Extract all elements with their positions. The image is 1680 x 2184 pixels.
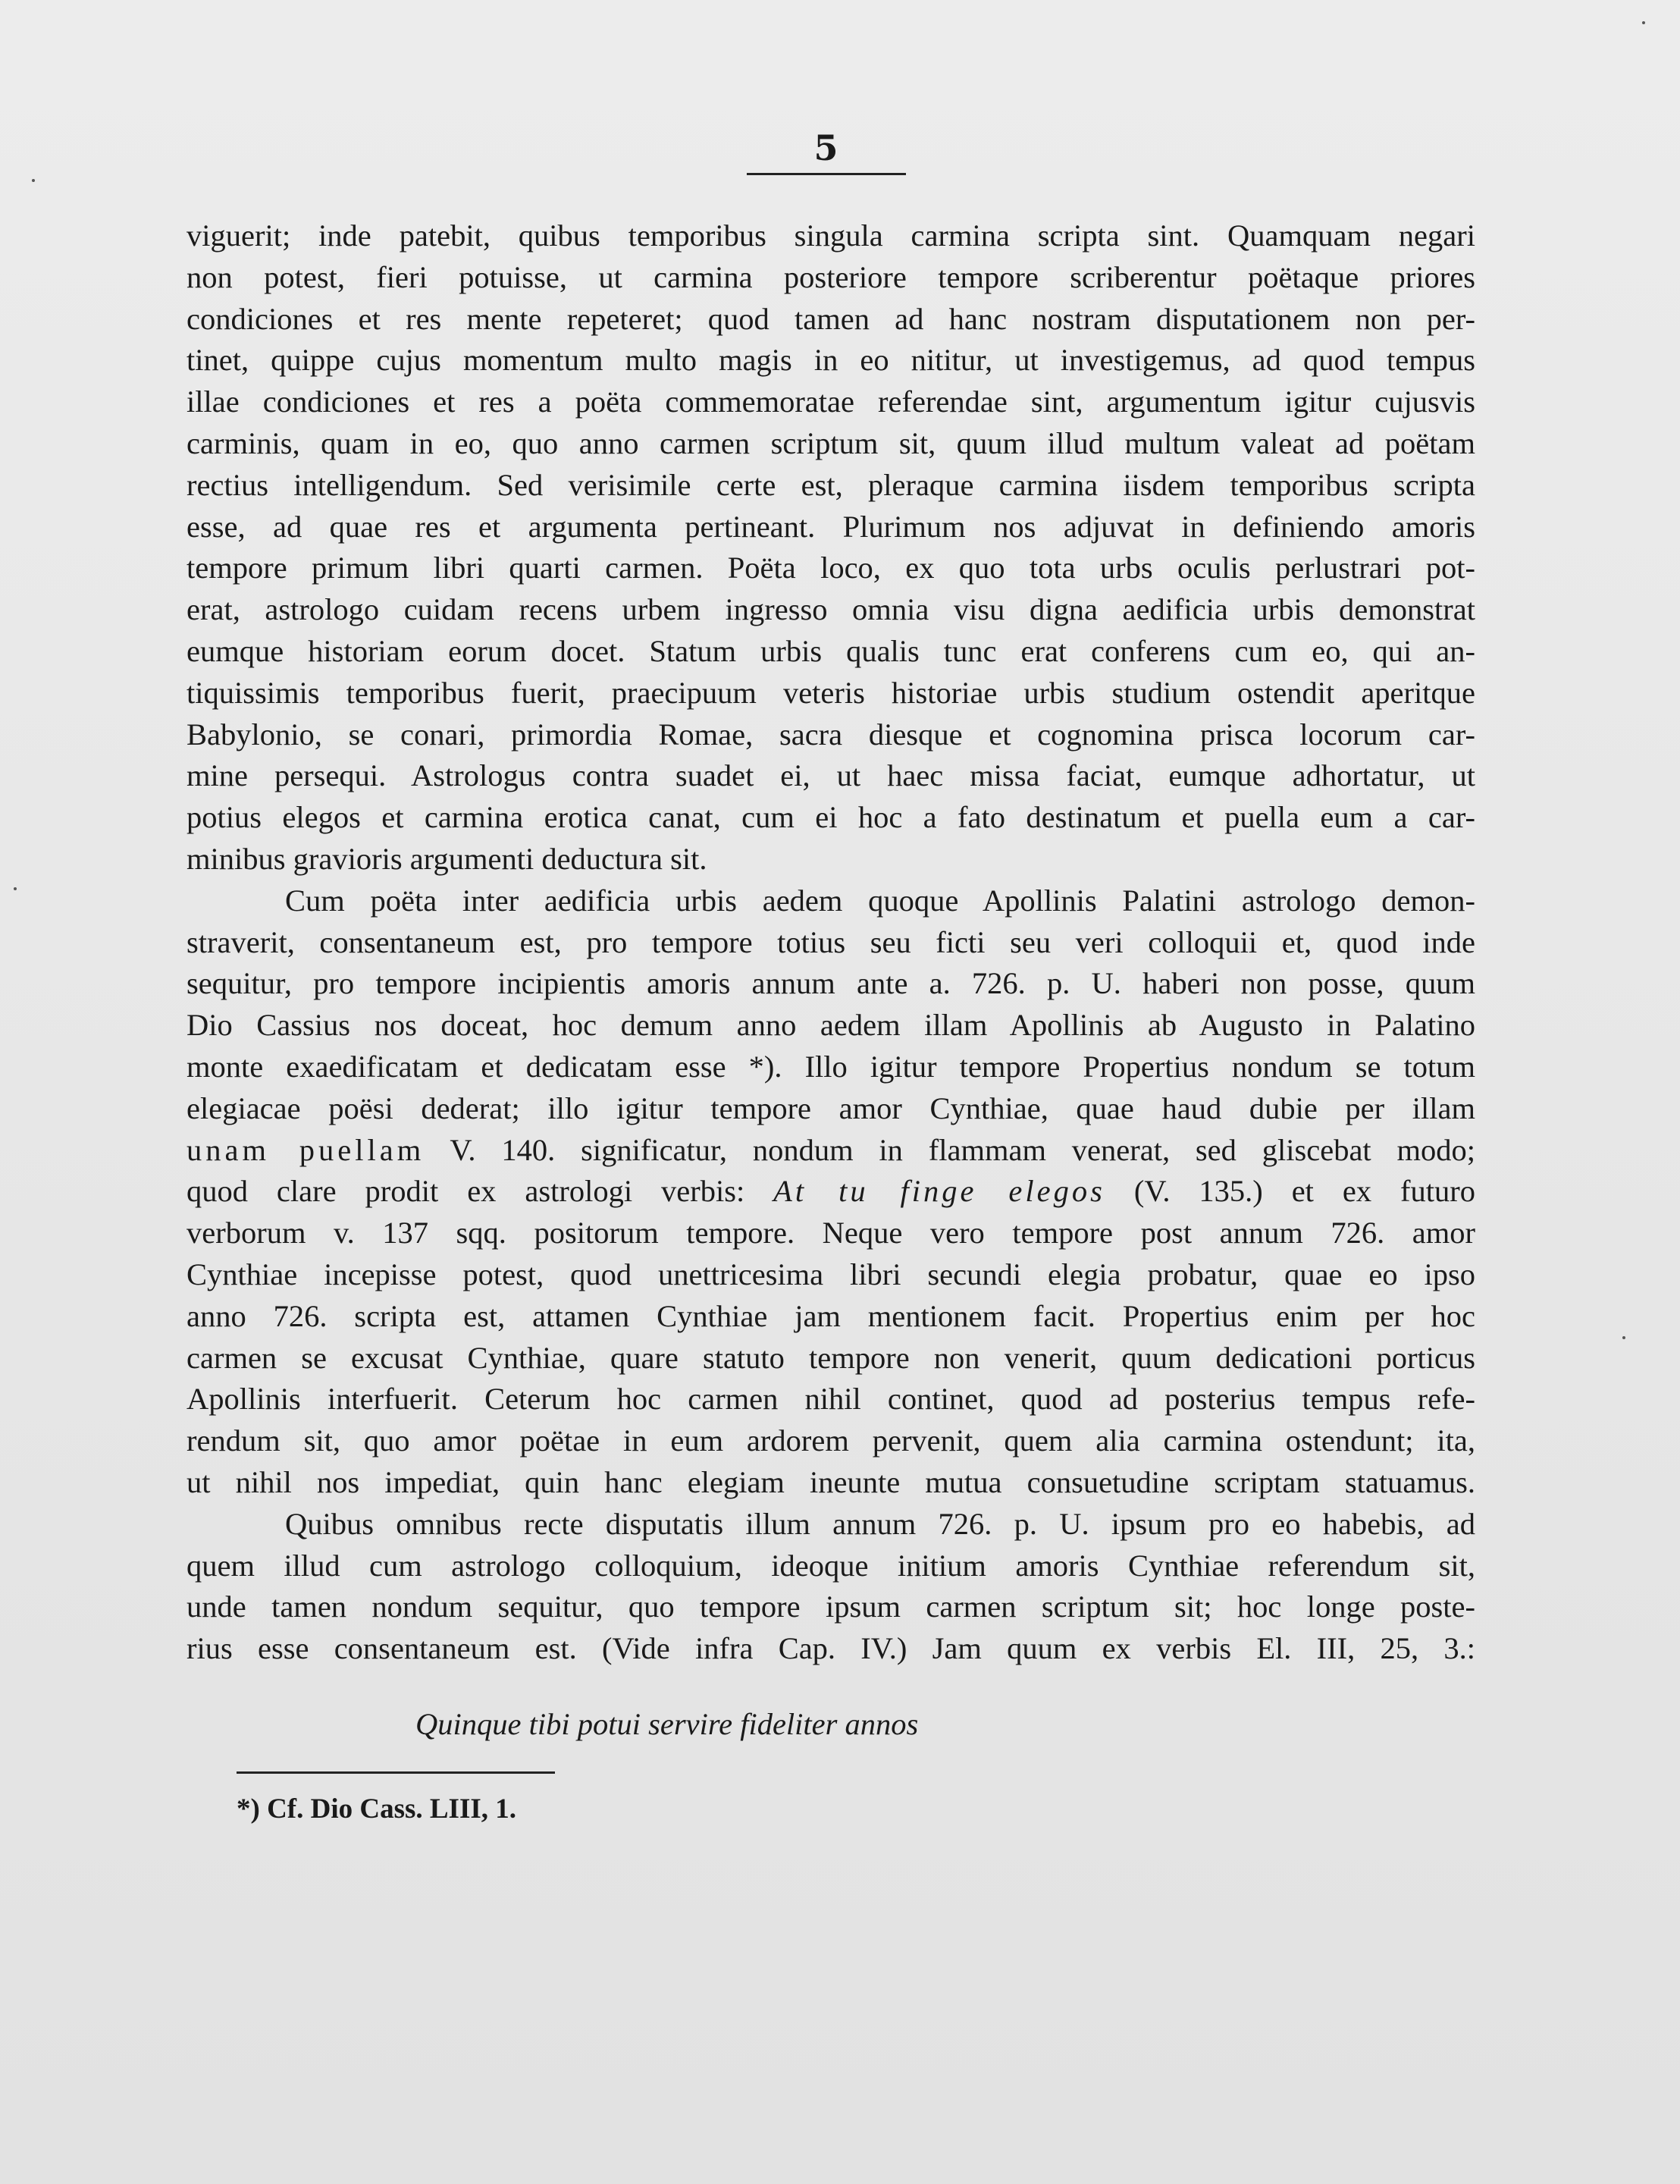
text-line: potius elegos et carmina erotica canat, cum ei hoc a fato destinatum et puella eum a car-	[186, 800, 1475, 835]
text-line: illae condiciones et res a poëta commemoratae referendae sint, argumentum igitur cujusvis	[186, 384, 1475, 419]
text-line: Dio Cassius nos doceat, hoc demum anno aedem illam Apollinis ab Augusto in Palatino	[186, 1008, 1475, 1043]
text-line: non potest, fieri potuisse, ut carmina posteriore tempore scriberentur poëtaque priores	[186, 259, 1475, 294]
text-line: condiciones et res mente repeteret; quod tamen ad hanc nostram disputationem non per-	[186, 301, 1475, 336]
text-line: anno 726. scripta est, attamen Cynthiae jam mentionem facit. Propertius enim per hoc	[186, 1298, 1475, 1333]
paper-speck	[14, 887, 17, 890]
text-line: rectius intelligendum. Sed verisimile certe est, pleraque carmina iisdem temporibus scripta	[186, 467, 1475, 502]
text-line	[186, 1171, 1475, 1213]
paper-speck	[32, 179, 35, 182]
text-line: viguerit; inde patebit, quibus temporibus singula carmina scripta sint. Quamquam negari	[186, 218, 1475, 253]
text-line: rendum sit, quo amor poëtae in eum ardorem pervenit, quem alia carmina ostendunt; ita,	[186, 1423, 1475, 1458]
spaced-emphasis: unam puellam	[186, 1132, 425, 1167]
text-line: Cynthiae incepisse potest, quod unettricesima libri secundi elegia probatur, quae eo ipso	[186, 1257, 1475, 1291]
text-line: rius esse consentaneum est. (Vide infra Cap. IV.) Jam quum ex verbis El. III, 25, 3.:	[186, 1631, 1475, 1666]
text-line: verborum v. 137 sqq. positorum tempore. Neque vero tempore post annum 726. amor	[186, 1216, 1475, 1250]
text-line: ut nihil nos impediat, quin hanc elegiam ineunte mutua consuetudine scriptam statuamus.	[186, 1464, 1475, 1499]
text-line: tempore primum libri quarti carmen. Poëta loco, ex quo tota urbs oculis perlustrari pot-	[186, 551, 1475, 585]
text-line: elegiacae poësi dederat; illo igitur tempore amor Cynthiae, quae haud dubie per illam	[186, 1090, 1475, 1125]
text-line: Cum poëta inter aedificia urbis aedem quoque Apollinis Palatini astrologo demon-	[285, 883, 1475, 918]
text-segment: quod clare prodit ex astrologi verbis:	[186, 1174, 774, 1209]
text-line: quem illud cum astrologo colloquium, ideoque initium amoris Cynthiae referendum sit,	[186, 1548, 1475, 1583]
text-line	[186, 1130, 1475, 1172]
text-line: sequitur, pro tempore incipientis amoris annum ante a. 726. p. U. haberi non posse, quum	[186, 966, 1475, 1001]
text-line: monte exaedificatam et dedicatam esse *). Illo igitur tempore Propertius nondum se totum	[186, 1049, 1475, 1084]
page-number-rule	[747, 173, 906, 175]
text-line: straverit, consentaneum est, pro tempore totius seu ficti seu veri colloquii et, quod inde	[186, 924, 1475, 959]
text-segment: V. 140. significatur, nondum in flammam venerat, sed gliscebat modo;	[425, 1132, 1475, 1167]
text-line: unde tamen nondum sequitur, quo tempore ipsum carmen scriptum sit; hoc longe poste-	[186, 1589, 1475, 1624]
text-line: eumque historiam eorum docet. Statum urbis qualis tunc erat conferens cum eo, qui an-	[186, 633, 1475, 668]
text-line: tiquissimis temporibus fuerit, praecipuum veteris historiae urbis studium ostendit aperitque	[186, 675, 1475, 710]
text-line: erat, astrologo cuidam recens urbem ingresso omnia visu digna aedificia urbis demonstrat	[186, 592, 1475, 627]
page-number: 5	[813, 127, 839, 168]
text-line: mine persequi. Astrologus contra suadet ei, ut haec missa faciat, eumque adhortatur, ut	[186, 758, 1475, 793]
text-line: Babylonio, se conari, primordia Romae, sacra diesque et cognomina prisca locorum car-	[186, 717, 1475, 752]
paper-speck	[1642, 21, 1645, 24]
verse-quotation: Quinque tibi potui servire fideliter annos	[415, 1707, 919, 1741]
footnote: *) Cf. Dio Cass. LIII, 1.	[237, 1793, 517, 1825]
text-line: carminis, quam in eo, quo anno carmen scriptum sit, quum illud multum valeat ad poëtam	[186, 425, 1475, 460]
text-line: minibus gravioris argumenti deductura sit.	[186, 841, 707, 876]
text-line: carmen se excusat Cynthiae, quare statuto tempore non venerit, quum dedicationi porticus	[186, 1340, 1475, 1375]
body-text	[186, 215, 1475, 1670]
footnote-rule	[237, 1771, 555, 1774]
text-line: Apollinis interfuerit. Ceterum hoc carmen nihil continet, quod ad posterius tempus refe-	[186, 1382, 1475, 1417]
text-segment: (V. 135.) et ex futuro	[1105, 1174, 1475, 1209]
italic-quotation: At tu finge elegos	[773, 1174, 1105, 1209]
text-line: esse, ad quae res et argumenta pertineant. Plurimum nos adjuvat in definiendo amoris	[186, 509, 1475, 544]
text-line: Quibus omnibus recte disputatis illum annum 726. p. U. ipsum pro eo habebis, ad	[285, 1506, 1475, 1541]
text-line: tinet, quippe cujus momentum multo magis in eo nititur, ut investigemus, ad quod tempus	[186, 343, 1475, 378]
paper-speck	[1622, 1336, 1625, 1339]
